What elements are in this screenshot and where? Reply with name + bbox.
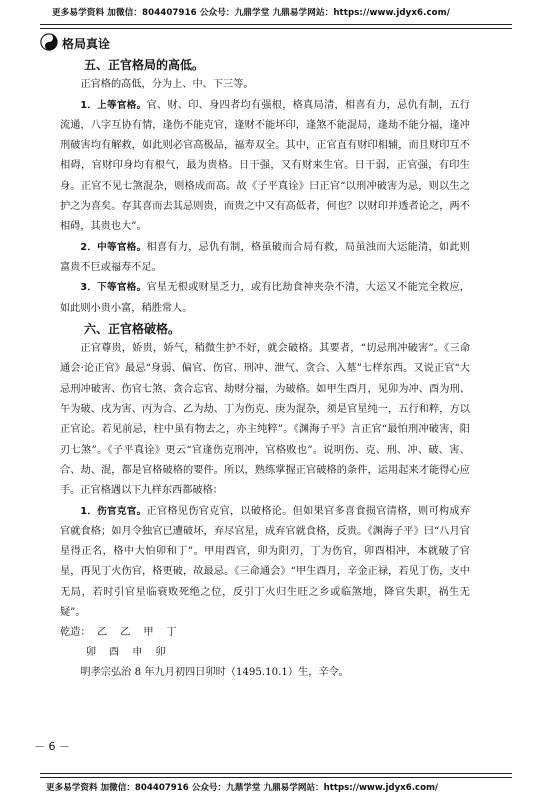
paragraph-6	[60, 502, 470, 624]
bazi-chart-stems: 乾造： 乙 乙 甲 丁	[60, 627, 177, 639]
paragraph-3-text: 相喜有力，忌仇有制，格虽破而合局有救，局虽浊而大运能清，如此则富贵不巨或福寿不足。	[60, 241, 470, 273]
paragraph-1: 正官格的高低，分为上、中、下三等。	[80, 79, 254, 91]
footer-rule-upper	[40, 773, 512, 774]
footer-rule-lower	[40, 777, 512, 778]
header-rule-lower	[40, 28, 512, 29]
paragraph-2-text: 官、财、印、身四者均有强根，格真局清，相喜有力，忌仇有制，五行流通，八字互协有情，逢伤不能克官，逢财不能坏印，逢煞不能混局，逢劫不能分福，逢冲刑破害均有解救，如此则必官高极品，福寿双全。其中，正官直有财印相辅，而且财印互不相碍，官财印身均有根气，最为贵格。日干强，又有财来生官。日干弱，正官强，有印生身。正官不见七煞混杂，则格成而高。故《子平真诠》曰正官“以刑冲破害为忌，则以生之护之为喜矣。存其喜而去其忌则贵，而贵之中又有高低者，何也？以财印并透者论之，两不相碍，其贵也大”。	[60, 99, 470, 233]
header-rule-upper	[40, 24, 512, 25]
page-header: 更多易学资料 加微信：804407916 公众号：九鼎学堂 九鼎易学网站：https://www.jdyx6.com/	[52, 8, 450, 18]
paragraph-6-label: 1．伤官克官。	[80, 505, 147, 517]
paragraph-4-text: 官星无根或财星乏力，或有比劫食神夹杂不清，大运又不能完全救应，如此则小贵小富，稍胜常人。	[60, 282, 470, 314]
page-number: － 6 －	[34, 740, 70, 753]
paragraph-2	[60, 96, 470, 238]
book-section-title: 格局真诠	[62, 37, 111, 51]
paragraph-6-text: 正官格见伤官克官，以破格论。但如果官多喜食损官清格，则可构成弃官就食格；如月令独官已遭破坏，弃尽官星，成弃官就食格，反贵。《渊海子平》曰“八月官星得正名，格中大怕卯和丁”。甲用酉官，卯为阳刃，丁为伤官，卯酉相冲，本就破了官星，再见丁火伤官，格更破，故最忌。《三命通会》“甲生酉月，辛金正禄，若见丁伤，支中无局，若时引官星临衰败死绝之位，反引丁火归生旺之乡或临煞地，降官失职，祸生无疑”。	[60, 505, 470, 619]
paragraph-4	[60, 278, 470, 319]
yin-yang-icon	[40, 33, 58, 51]
paragraph-3	[60, 238, 470, 279]
paragraph-3-label: 2．中等官格。	[80, 241, 147, 253]
paragraph-5: 正官尊贵，娇贵，娇气，稍微生护不好，就会破格。其要者，“切忌刑冲破害”。《三命通会·论正官》最忌“身弱、偏官、伤官、刑冲、泄气、贪合、入墓”七样东西。又说正官“大忌刑冲破害、伤官七煞、贪合忘官、劫财分福，为破格。如甲生酉月，见卯为冲、酉为刑、午为破、戌为害、丙为合、乙为劫、丁为伤克、庚为混杂，须是官星纯一，五行和粹，方以正官论。若见前忌，柱中虽有物去之，亦主纯粹”。《渊海子平》言正官“最怕刑冲破害，阳刃七煞”。《子平真诠》更云“官逢伤克刑冲，官格败也”。说明伤、克、刑、冲、破、害、合、劫、混，都是官格破格的要件。所以，熟练掌握正官破格的条件，运用起来才能得心应手。正官格遇以下九样东西都破格：	[60, 343, 470, 497]
bazi-chart-branches: 卯 酉 申 卯	[60, 647, 166, 659]
page-footer: 更多易学资料 加微信：804407916 公众号：九鼎学堂 九鼎易学网站：https://www.jdyx6.com/	[46, 783, 439, 793]
heading-section-5: 五、正官格局的高低。	[84, 58, 205, 72]
paragraph-4-label: 3．下等官格。	[80, 282, 147, 294]
page-body	[60, 55, 470, 684]
paragraph-7: 明孝宗弘治 8 年九月初四日卯时（1495.10.1）生，辛令。	[80, 667, 349, 679]
heading-section-6: 六、正官格破格。	[84, 321, 181, 336]
paragraph-2-label: 1．上等官格。	[80, 99, 147, 111]
